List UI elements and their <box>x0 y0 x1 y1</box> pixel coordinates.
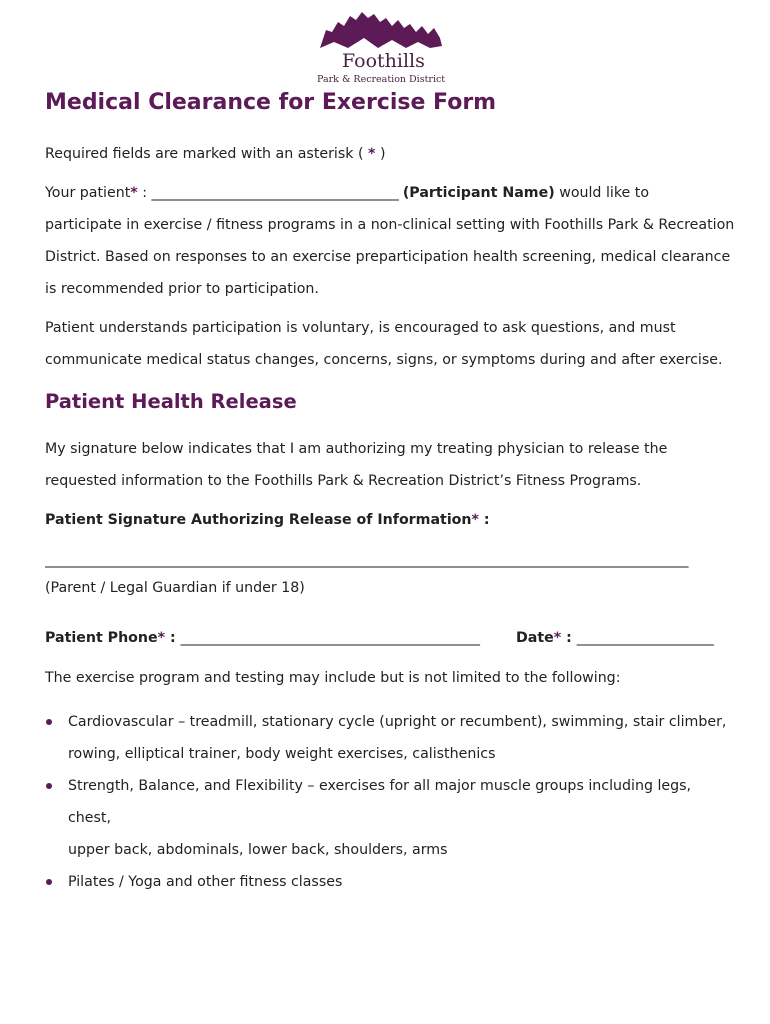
date-colon: : <box>561 630 577 646</box>
phone-label: Patient Phone <box>45 630 158 646</box>
logo-subtitle: Park & Recreation District <box>317 74 446 85</box>
understanding-line-2: communicate medical status changes, concerns, signs, or symptoms during and after exercise. <box>45 352 723 368</box>
signature-colon: : <box>478 512 490 528</box>
bullet-icon <box>46 719 52 725</box>
mountain-logo-icon <box>318 8 444 54</box>
list-item <box>45 706 735 770</box>
required-asterisk: * <box>368 146 376 162</box>
patient-intro-rest: would like to <box>554 185 650 201</box>
phone-asterisk: * <box>157 630 166 646</box>
guardian-note: (Parent / Legal Guardian if under 18) <box>45 580 305 596</box>
list-item-line-2: rowing, elliptical trainer, body weight exercises, calisthenics <box>68 746 496 762</box>
release-text-line-1: My signature below indicates that I am authorizing my treating physician to release the <box>45 441 668 457</box>
signature-label-text: Patient Signature Authorizing Release of Information <box>45 512 472 528</box>
list-item-line-2: upper back, abdominals, lower back, shoulders, arms <box>68 842 448 858</box>
list-item-line-1: Cardiovascular – treadmill, stationary cycle (upright or recumbent), swimming, stair climber, <box>68 714 727 730</box>
required-fields-note <box>45 144 386 164</box>
list-item-line-1: Pilates / Yoga and other fitness classes <box>68 874 343 890</box>
your-patient-colon: : <box>137 185 152 201</box>
required-note-suffix: ) <box>375 146 386 162</box>
patient-intro-line-2: participate in exercise / fitness programs in a non-clinical setting with Foothills Park & Recreation <box>45 217 735 233</box>
program-list <box>45 706 735 898</box>
signature-asterisk: * <box>471 512 479 528</box>
participant-name-field[interactable]: ______________________________________ <box>151 185 399 201</box>
signature-label <box>45 510 490 530</box>
required-note-prefix: Required fields are marked with an asterisk ( <box>45 146 369 162</box>
participant-name-label: (Participant Name) <box>402 185 555 201</box>
understanding-line-1: Patient understands participation is voluntary, is encouraged to ask questions, and must <box>45 320 676 336</box>
patient-intro-line-1 <box>45 183 649 203</box>
phone-row <box>45 628 479 648</box>
list-item-line-1: Strength, Balance, and Flexibility – exercises for all major muscle groups including legs, chest, <box>68 778 692 826</box>
date-field[interactable]: _____________________ <box>576 630 714 646</box>
patient-intro-line-3: District. Based on responses to an exercise preparticipation health screening, medical clearance <box>45 249 731 265</box>
patient-intro-line-4: is recommended prior to participation. <box>45 281 319 297</box>
date-label: Date <box>516 630 554 646</box>
list-item <box>45 770 735 866</box>
phone-field[interactable]: ______________________________________________ <box>180 630 480 646</box>
program-intro: The exercise program and testing may include but is not limited to the following: <box>45 670 621 686</box>
date-asterisk: * <box>553 630 562 646</box>
phone-colon: : <box>165 630 181 646</box>
logo-name: Foothills <box>342 50 425 72</box>
your-patient-label: Your patient <box>45 185 131 201</box>
foothills-logo <box>316 8 456 85</box>
release-text-line-2: requested information to the Foothills Park & Recreation District’s Fitness Programs. <box>45 473 642 489</box>
date-row <box>516 628 713 648</box>
list-item <box>45 866 735 898</box>
release-heading: Patient Health Release <box>45 390 297 413</box>
signature-field[interactable]: ___________________________________________________________________________________________________ <box>45 552 688 568</box>
bullet-icon <box>46 783 52 789</box>
bullet-icon <box>46 879 52 885</box>
your-patient-asterisk: * <box>130 185 138 201</box>
page-title: Medical Clearance for Exercise Form <box>45 90 497 115</box>
